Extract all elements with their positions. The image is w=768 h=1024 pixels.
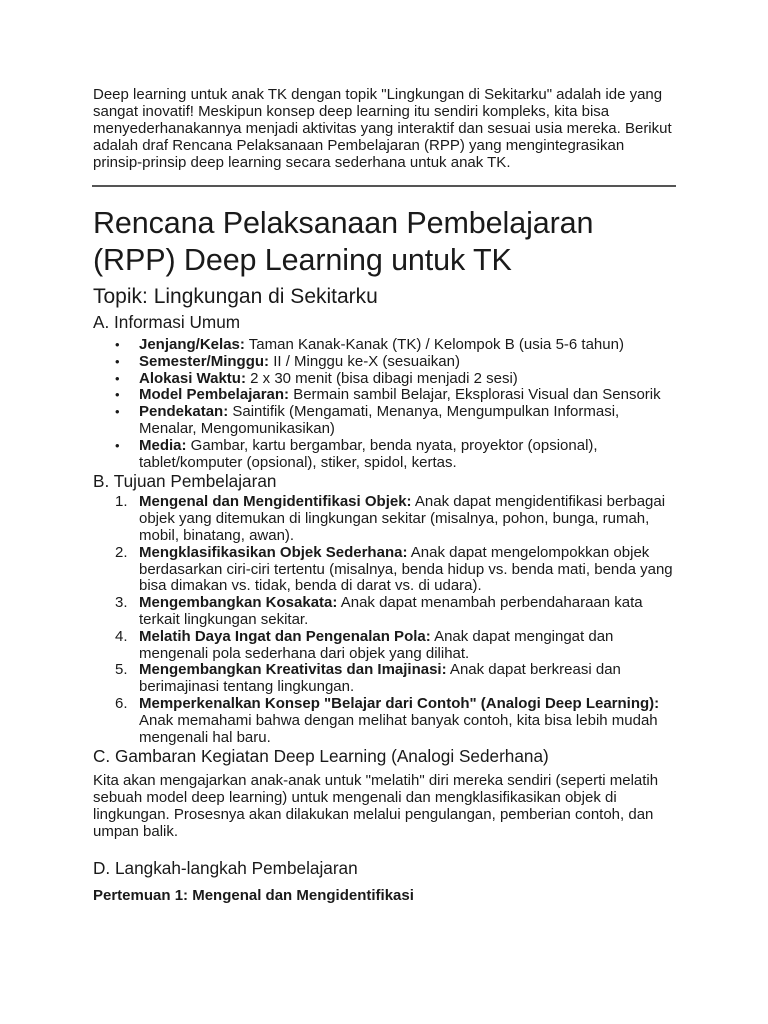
item-number: 6. [115, 694, 128, 712]
item-number: 1. [115, 493, 128, 511]
document-page [93, 86, 677, 904]
list-item [115, 493, 677, 544]
list-item [115, 594, 677, 629]
topic-heading: Topik: Lingkungan di Sekitarku [93, 285, 378, 308]
item-text: Anak dapat mengingat dan mengenali pola sederhana dari objek yang dilihat. [139, 627, 614, 662]
section-a-heading: A. Informasi Umum [93, 312, 241, 332]
bullet-icon: • [115, 437, 120, 453]
list-item [115, 436, 677, 472]
item-text: Anak dapat menambah perbendaharaan kata terkait lingkungan sekitar. [139, 594, 643, 628]
list-item [115, 352, 677, 371]
list-item [115, 369, 677, 388]
item-label: Mengembangkan Kosakata: [139, 594, 338, 612]
item-text: II / Minggu ke-X (sesuaikan) [269, 352, 460, 370]
item-number: 3. [115, 594, 128, 612]
item-label: Model Pembelajaran: [139, 386, 290, 404]
list-item [115, 694, 677, 746]
item-label: Mengenal dan Mengidentifikasi Objek: [139, 493, 412, 511]
item-label: Pendekatan: [139, 403, 229, 421]
list-item [115, 386, 677, 404]
horizontal-divider [92, 185, 676, 187]
bullet-icon: • [115, 387, 120, 403]
item-text: Anak memahami bahwa dengan melihat banyak contoh, kita bisa lebih mudah mengenali hal baru. [139, 711, 658, 746]
section-c-heading: C. Gambaran Kegiatan Deep Learning (Analogi Sederhana) [93, 746, 549, 767]
list-item [115, 336, 677, 354]
section-b-heading: B. Tujuan Pembelajaran [93, 471, 277, 492]
item-label: Mengklasifikasikan Objek Sederhana: [139, 543, 408, 561]
item-text: 2 x 30 menit (bisa dibagi menjadi 2 sesi) [245, 369, 518, 387]
bullet-icon: • [115, 370, 120, 386]
item-text: Gambar, kartu bergambar, benda nyata, proyektor (opsional), tablet/komputer (opsional), stiker, spidol, kertas. [139, 436, 598, 471]
item-label: Semester/Minggu: [139, 352, 270, 370]
item-text: Anak dapat berkreasi dan berimajinasi tentang lingkungan. [139, 661, 621, 696]
item-label: Memperkenalkan Konsep "Belajar dari Contoh" (Analogi Deep Learning): [139, 694, 660, 712]
item-text: Bermain sambil Belajar, Eksplorasi Visual dan Sensorik [289, 386, 661, 404]
item-label: Alokasi Waktu: [139, 369, 246, 387]
item-label: Melatih Daya Ingat dan Pengenalan Pola: [139, 627, 431, 645]
document-title: Rencana Pelaksanaan Pembelajaran (RPP) Deep Learning untuk TK [93, 206, 594, 277]
general-info-list [93, 337, 677, 471]
learning-goals-list [93, 494, 677, 746]
item-label: Mengembangkan Kreativitas dan Imajinasi: [139, 661, 447, 679]
item-label: Media: [139, 436, 187, 454]
item-text: Saintifik (Mengamati, Menanya, Mengumpulkan Informasi, Menalar, Mengomunikasikan) [139, 403, 620, 437]
bullet-icon: • [115, 404, 120, 420]
item-text: Anak dapat mengelompokkan objek berdasarkan ciri-ciri tertentu (misalnya, benda hidup vs. benda mati, benda yang bisa dimakan vs. tidak, benda di darat vs. di udara). [139, 543, 673, 595]
section-c-paragraph: Kita akan mengajarkan anak-anak untuk "melatih" diri mereka sendiri (seperti melatih sebuah model deep learning) untuk mengenali dan mengklasifikasikan objek di lingkungan. Prosesnya akan dilakukan melalui pengulangan, pemberian contoh, dan umpan balik. [93, 772, 659, 840]
item-text: Taman Kanak-Kanak (TK) / Kelompok B (usia 5-6 tahun) [244, 336, 624, 353]
bullet-icon: • [115, 353, 120, 369]
bullet-icon: • [115, 337, 120, 352]
item-number: 2. [115, 543, 128, 561]
item-label: Jenjang/Kelas: [139, 336, 245, 353]
list-item [115, 661, 677, 696]
item-text: Anak dapat mengidentifikasi berbagai objek yang ditemukan di lingkungan sekitar (misalnya, pohon, bunga, rumah, mobil, binatang, awan). [139, 493, 666, 544]
intro-paragraph: Deep learning untuk anak TK dengan topik "Lingkungan di Sekitarku" adalah ide yang sangat inovatif! Meskipun konsep deep learning itu sendiri kompleks, kita bisa menyederhanakannya menjadi aktivitas yang interaktif dan sesuai usia mereka. Berikut adalah draf Rencana Pelaksanaan Pembelajaran (RPP) yang mengintegrasikan prinsip-prinsip deep learning secara sederhana untuk anak TK. [93, 86, 672, 171]
section-d-heading: D. Langkah-langkah Pembelajaran [93, 857, 358, 878]
list-item [115, 627, 677, 663]
meeting-1-heading: Pertemuan 1: Mengenal dan Mengidentifikasi [93, 886, 414, 904]
list-item [115, 543, 677, 595]
item-number: 5. [115, 661, 128, 679]
list-item [115, 403, 677, 438]
item-number: 4. [115, 627, 128, 645]
